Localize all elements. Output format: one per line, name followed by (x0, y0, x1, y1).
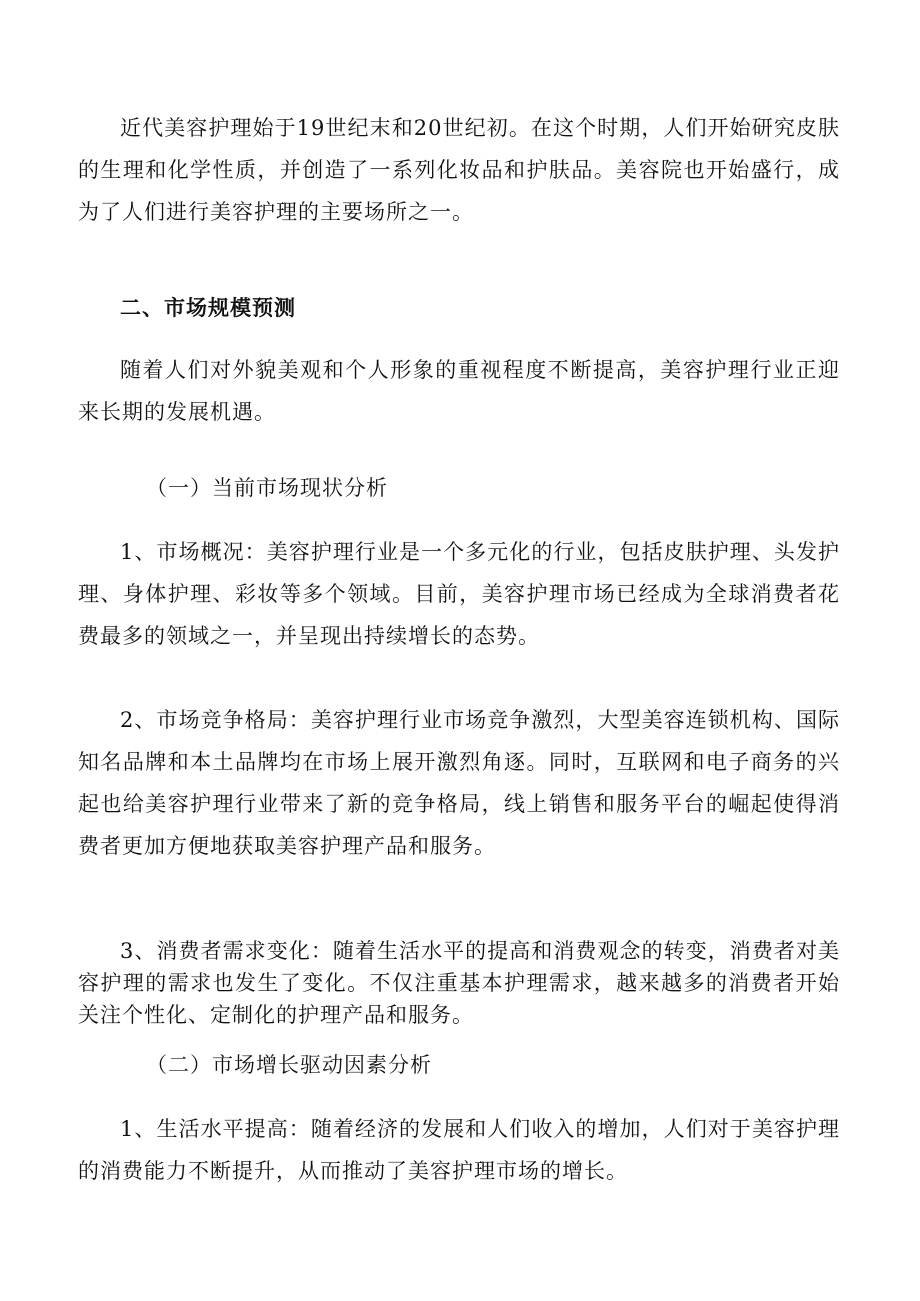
subsection-heading-current: （一）当前市场现状分析 (146, 476, 388, 500)
paragraph-competition: 2、市场竞争格局：美容护理行业市场竞争激烈，大型美容连锁机构、国际知名品牌和本土品牌均在市场上展开激烈角逐。同时，互联网和电子商务的兴起也给美容护理行业带来了新的竞争格局，线上销售和服务平台的崛起使得消费者更加方便地获取美容护理产品和服务。 (78, 708, 840, 858)
paragraph-consumer-demand: 3、消费者需求变化：随着生活水平的提高和消费观念的转变，消费者对美容护理的需求也发生了变化。不仅注重基本护理需求，越来越多的消费者开始关注个性化、定制化的护理产品和服务。 (78, 939, 840, 1027)
subsection-heading-drivers: （二）市场增长驱动因素分析 (146, 1053, 432, 1077)
paragraph-living-standard: 1、生活水平提高：随着经济的发展和人们收入的增加，人们对于美容护理的消费能力不断提升，从而推动了美容护理市场的增长。 (78, 1117, 840, 1183)
section-heading: 二、市场规模预测 (120, 295, 296, 320)
paragraph-history: 近代美容护理始于19世纪末和20世纪初。在这个时期，人们开始研究皮肤的生理和化学性质，并创造了一系列化妆品和护肤品。美容院也开始盛行，成为了人们进行美容护理的主要场所之一。 (78, 116, 840, 224)
paragraph-market-overview: 1、市场概况：美容护理行业是一个多元化的行业，包括皮肤护理、头发护理、身体护理、彩妆等多个领域。目前，美容护理市场已经成为全球消费者花费最多的领域之一，并呈现出持续增长的态势。 (78, 540, 840, 648)
paragraph-market-intro: 随着人们对外貌美观和个人形象的重视程度不断提高，美容护理行业正迎来长期的发展机遇。 (78, 358, 840, 424)
